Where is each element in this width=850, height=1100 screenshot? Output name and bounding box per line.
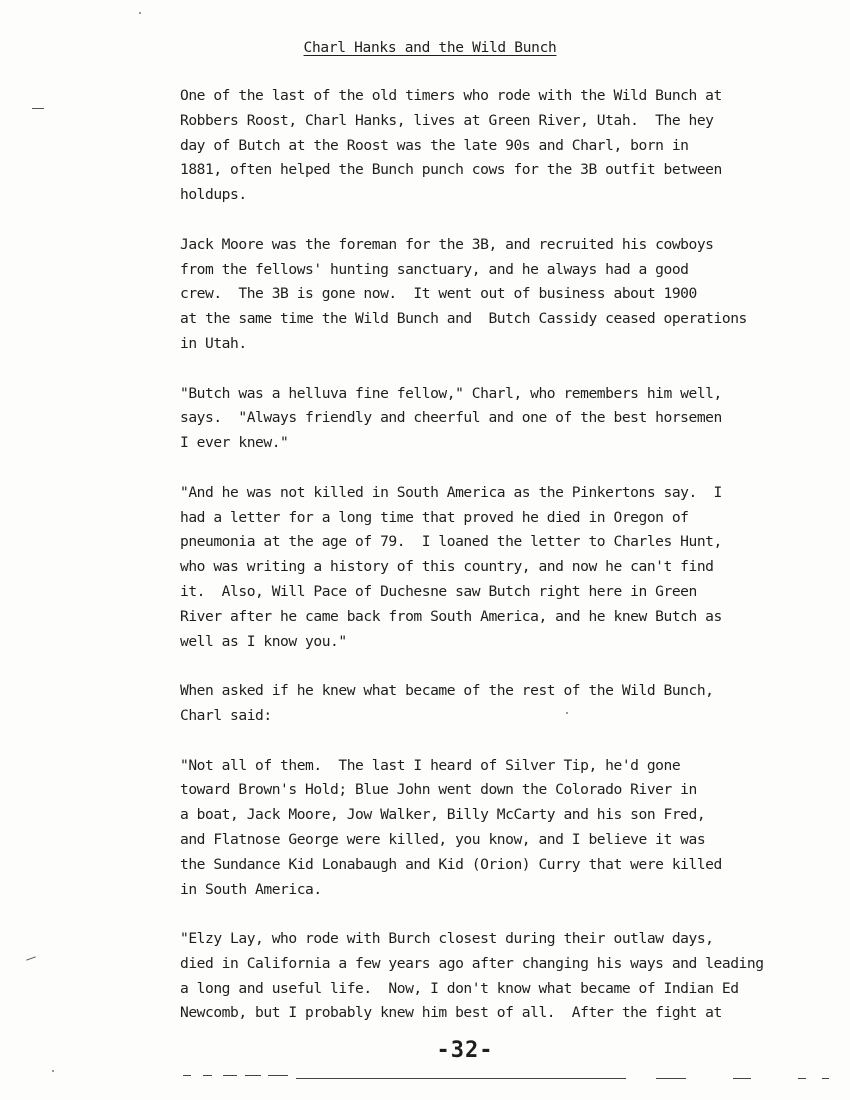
- text-line: holdups.: [180, 186, 247, 204]
- text-line: One of the last of the old timers who rode with the Wild Bunch at: [180, 87, 722, 104]
- paragraph: [180, 382, 800, 456]
- text-line: had a letter for a long time that proved he died in Oregon of: [180, 508, 689, 526]
- paragraph: [180, 233, 800, 357]
- margin-speck: [52, 1070, 54, 1072]
- paragraph: [180, 754, 800, 903]
- text-line: who was writing a history of this country, and now he can't find: [180, 558, 714, 576]
- margin-speck: [566, 712, 568, 714]
- text-line: day of Butch at the Roost was the late 90s and Charl, born in: [180, 136, 689, 154]
- text-line: River after he came back from South America, and he knew Butch as: [180, 607, 722, 625]
- text-line: I ever knew.": [180, 434, 289, 452]
- text-line: a long and useful life. Now, I don't know what became of Indian Ed: [180, 979, 739, 997]
- text-line: the Sundance Kid Lonabaugh and Kid (Orion) Curry that were killed: [180, 855, 722, 873]
- text-line: "Elzy Lay, who rode with Burch closest during their outlaw days,: [180, 930, 714, 948]
- document-body: [180, 84, 800, 1051]
- text-line: says. "Always friendly and cheerful and one of the best horsemen: [180, 409, 722, 427]
- text-line: crew. The 3B is gone now. It went out of business about 1900: [180, 285, 697, 303]
- margin-mark: [32, 108, 44, 109]
- text-line: Newcomb, but I probably knew him best of all. After the fight at: [180, 1004, 722, 1022]
- footer-rule: [0, 1070, 850, 1084]
- paragraph: [180, 84, 800, 208]
- text-line: "Butch was a helluva fine fellow," Charl, who remembers him well,: [180, 384, 722, 402]
- paragraph: [180, 481, 800, 655]
- text-line: When asked if he knew what became of the rest of the Wild Bunch,: [180, 682, 714, 700]
- text-line: at the same time the Wild Bunch and Butch Cassidy ceased operations: [180, 310, 747, 328]
- text-line: in Utah.: [180, 334, 247, 352]
- margin-mark: [26, 956, 36, 960]
- text-line: "And he was not killed in South America as the Pinkertons say. I: [180, 483, 722, 501]
- text-line: 1881, often helped the Bunch punch cows for the 3B outfit between: [180, 161, 722, 179]
- text-line: "Not all of them. The last I heard of Silver Tip, he'd gone: [180, 756, 681, 774]
- text-line: a boat, Jack Moore, Jow Walker, Billy McCarty and his son Fred,: [180, 806, 706, 824]
- text-line: Robbers Roost, Charl Hanks, lives at Green River, Utah. The hey: [180, 111, 714, 129]
- text-line: in South America.: [180, 880, 322, 898]
- margin-speck: [139, 12, 141, 14]
- document-title: Charl Hanks and the Wild Bunch: [303, 40, 557, 56]
- text-line: well as I know you.": [180, 632, 347, 650]
- text-line: Charl said:: [180, 706, 272, 724]
- page-number: -32-: [436, 1038, 494, 1063]
- text-line: from the fellows' hunting sanctuary, and he always had a good: [180, 260, 689, 278]
- text-line: and Flatnose George were killed, you know, and I believe it was: [180, 830, 706, 848]
- text-line: toward Brown's Hold; Blue John went down the Colorado River in: [180, 781, 697, 799]
- text-line: died in California a few years ago after changing his ways and leading: [180, 954, 764, 972]
- text-line: Jack Moore was the foreman for the 3B, and recruited his cowboys: [180, 235, 714, 253]
- paragraph: [180, 679, 800, 729]
- text-line: pneumonia at the age of 79. I loaned the letter to Charles Hunt,: [180, 533, 722, 551]
- paragraph: [180, 927, 800, 1026]
- text-line: it. Also, Will Pace of Duchesne saw Butch right here in Green: [180, 582, 697, 600]
